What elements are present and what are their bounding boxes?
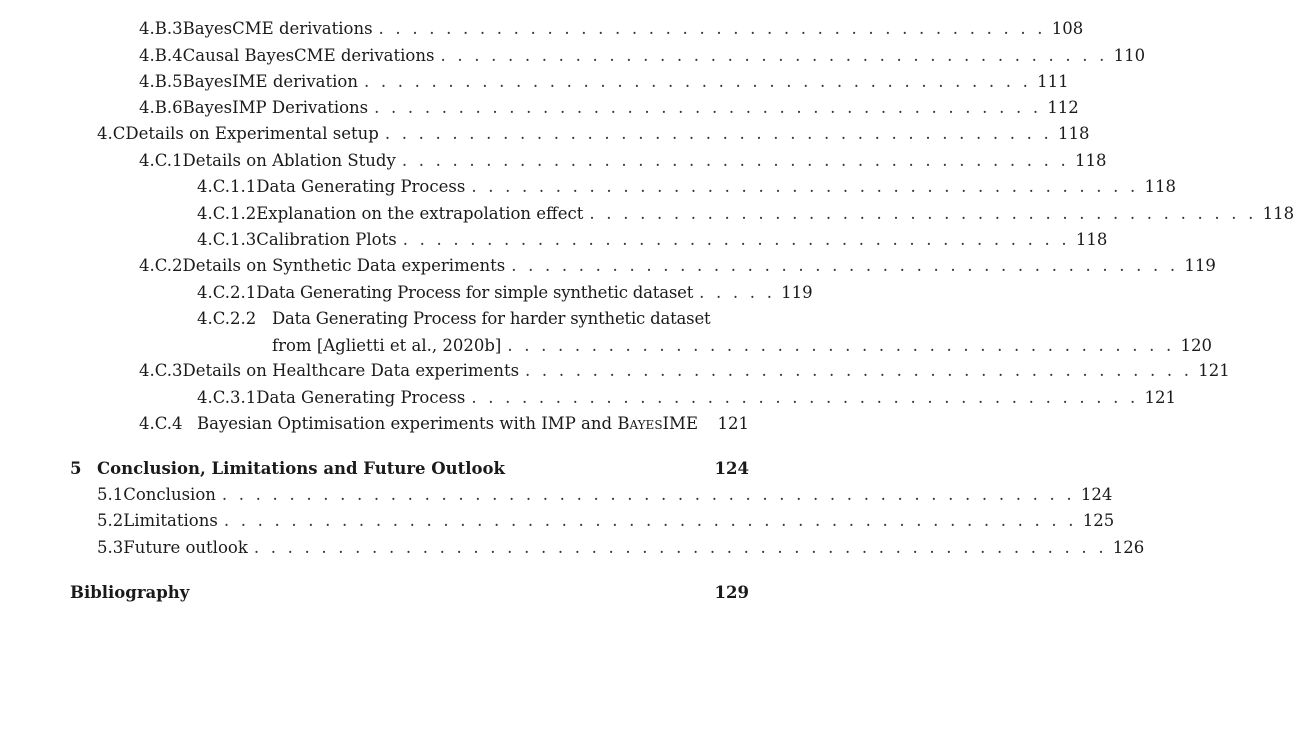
section-title: Data Generating Process: [256, 388, 466, 407]
toc-entry[interactable]: [197, 228, 1108, 252]
dot-leader: . . . . . . . . . . . . . . . . . . . . . . . . . . . . . . . . . . . . . . . . . . . . . . . . . . .: [221, 485, 1075, 504]
chapter-title: Conclusion, Limitations and Future Outlook: [97, 459, 505, 478]
section-title-smallcaps: BayesIME: [617, 414, 698, 433]
toc-entry[interactable]: [139, 17, 1084, 41]
section-title: Limitations: [123, 511, 218, 530]
section-number: 4.C.2: [139, 256, 183, 275]
section-number: 4.C.1: [139, 151, 183, 170]
page-number: 121: [717, 414, 749, 433]
section-title: Details on Experimental setup: [125, 124, 379, 143]
toc-entry-continuation[interactable]: [272, 334, 1212, 358]
section-number: 4.C.4: [139, 414, 183, 433]
section-title: BayesIMP Derivations: [182, 98, 369, 117]
section-number: 5.3: [97, 538, 124, 557]
dot-leader: . . . . . . . . . . . . . . . . . . . . . . . . . . . . . . . . . . . . . . . .: [589, 204, 1257, 223]
toc-entry[interactable]: [97, 483, 1113, 507]
page-number: 120: [1180, 336, 1212, 355]
page-number: 111: [1037, 72, 1069, 91]
section-title: Causal BayesCME derivations: [182, 46, 435, 65]
section-title-continuation: from [Aglietti et al., 2020b]: [272, 336, 502, 355]
toc-entry[interactable]: [197, 386, 1176, 410]
section-number: 4.C.2.2: [197, 309, 257, 328]
dot-leader: . . . . . . . . . . . . . . . . . . . . . . . . . . . . . . . . . . . . . . . .: [525, 361, 1193, 380]
toc-entry[interactable]: [139, 254, 1216, 278]
section-title: Data Generating Process: [256, 177, 466, 196]
section-title-text: Bayesian Optimisation experiments with IMP and: [197, 414, 618, 433]
section-number: 4.B.4: [139, 46, 183, 65]
section-title: Conclusion: [123, 485, 216, 504]
chapter-number: 5: [70, 459, 82, 478]
dot-leader: . . . . . . . . . . . . . . . . . . . . . . . . . . . . . . . . . . . . . . . .: [363, 72, 1032, 91]
toc-entry[interactable]: [97, 509, 1115, 533]
section-number: 4.B.5: [139, 72, 183, 91]
toc-entry[interactable]: [139, 412, 749, 436]
section-title: Explanation on the extrapolation effect: [256, 204, 584, 223]
section-number: 4.C: [97, 124, 126, 143]
section-title: Details on Synthetic Data experiments: [182, 256, 506, 275]
toc-entry[interactable]: [197, 307, 749, 331]
section-title: Details on Healthcare Data experiments: [182, 361, 520, 380]
dot-leader: . . . . . . . . . . . . . . . . . . . . . . . . . . . . . . . . . . . . . . . .: [471, 388, 1139, 407]
page-number: 129: [714, 583, 749, 602]
page-number: 118: [1262, 204, 1294, 223]
page-number: 118: [1075, 230, 1108, 249]
toc-entry[interactable]: [139, 44, 1146, 68]
section-title: Data Generating Process for harder synthetic dataset: [272, 309, 711, 328]
section-title: BayesIME derivation: [182, 72, 358, 91]
dot-leader: . . . . .: [699, 283, 776, 302]
dot-leader: . . . . . . . . . . . . . . . . . . . . . . . . . . . . . . . . . . . . . . . .: [401, 151, 1069, 170]
dot-leader: . . . . . . . . . . . . . . . . . . . . . . . . . . . . . . . . . . . . . . . .: [471, 177, 1139, 196]
toc-entry[interactable]: [197, 281, 813, 305]
page-number: 112: [1047, 98, 1079, 117]
toc-entry[interactable]: [139, 96, 1079, 120]
dot-leader: . . . . . . . . . . . . . . . . . . . . . . . . . . . . . . . . . . . . . . . .: [374, 98, 1042, 117]
section-number: 4.C.1.3: [197, 230, 257, 249]
section-number: 5.1: [97, 485, 124, 504]
dot-leader: . . . . . . . . . . . . . . . . . . . . . . . . . . . . . . . . . . . . . . . .: [440, 46, 1108, 65]
toc-entry[interactable]: [97, 536, 1145, 560]
page-number: 121: [1198, 361, 1230, 380]
page-number: 125: [1082, 511, 1115, 530]
dot-leader: . . . . . . . . . . . . . . . . . . . . . . . . . . . . . . . . . . . . . . . .: [507, 336, 1175, 355]
dot-leader: . . . . . . . . . . . . . . . . . . . . . . . . . . . . . . . . . . . . . . . .: [402, 230, 1070, 249]
section-number: 4.B.6: [139, 98, 183, 117]
dot-leader: . . . . . . . . . . . . . . . . . . . . . . . . . . . . . . . . . . . . . . . .: [384, 124, 1052, 143]
page-number: 118: [1058, 124, 1090, 143]
toc-entry[interactable]: [139, 70, 1069, 94]
page-number: 124: [1080, 485, 1113, 504]
page-number: 119: [781, 283, 813, 302]
section-title: Calibration Plots: [256, 230, 397, 249]
section-number: 4.C.2.1: [197, 283, 257, 302]
dot-leader: . . . . . . . . . . . . . . . . . . . . . . . . . . . . . . . . . . . . . . . . . . . . . . . . . . .: [253, 538, 1107, 557]
chapter-title: Bibliography: [70, 583, 190, 602]
toc-chapter-entry[interactable]: [70, 581, 749, 605]
section-title: BayesCME derivations: [182, 19, 373, 38]
page-number: 108: [1051, 19, 1084, 38]
page-number: 124: [714, 459, 749, 478]
section-title: Data Generating Process for simple synthetic dataset: [256, 283, 694, 302]
dot-leader: . . . . . . . . . . . . . . . . . . . . . . . . . . . . . . . . . . . . . . . .: [511, 256, 1179, 275]
page-number: 110: [1113, 46, 1146, 65]
toc-entry[interactable]: [139, 149, 1107, 173]
section-number: 4.C.1.1: [197, 177, 257, 196]
page-number: 126: [1112, 538, 1145, 557]
toc-entry[interactable]: [139, 359, 1230, 383]
toc-entry[interactable]: [197, 202, 1294, 226]
section-number: 4.C.3: [139, 361, 183, 380]
section-number: 4.C.1.2: [197, 204, 257, 223]
dot-leader: . . . . . . . . . . . . . . . . . . . . . . . . . . . . . . . . . . . . . . . .: [378, 19, 1046, 38]
dot-leader: . . . . . . . . . . . . . . . . . . . . . . . . . . . . . . . . . . . . . . . . . . . . . . . . . . .: [223, 511, 1077, 530]
section-number: 4.B.3: [139, 19, 183, 38]
section-title: [197, 412, 698, 436]
page-number: 119: [1184, 256, 1216, 275]
toc-entry[interactable]: [97, 122, 1090, 146]
toc-entry[interactable]: [197, 175, 1176, 199]
page-number: 121: [1144, 388, 1176, 407]
section-number: 4.C.3.1: [197, 388, 257, 407]
section-title: Future outlook: [123, 538, 248, 557]
page-number: 118: [1144, 177, 1176, 196]
toc-chapter-entry[interactable]: [70, 457, 749, 481]
section-title: Details on Ablation Study: [182, 151, 396, 170]
section-number: 5.2: [97, 511, 124, 530]
page-number: 118: [1074, 151, 1107, 170]
